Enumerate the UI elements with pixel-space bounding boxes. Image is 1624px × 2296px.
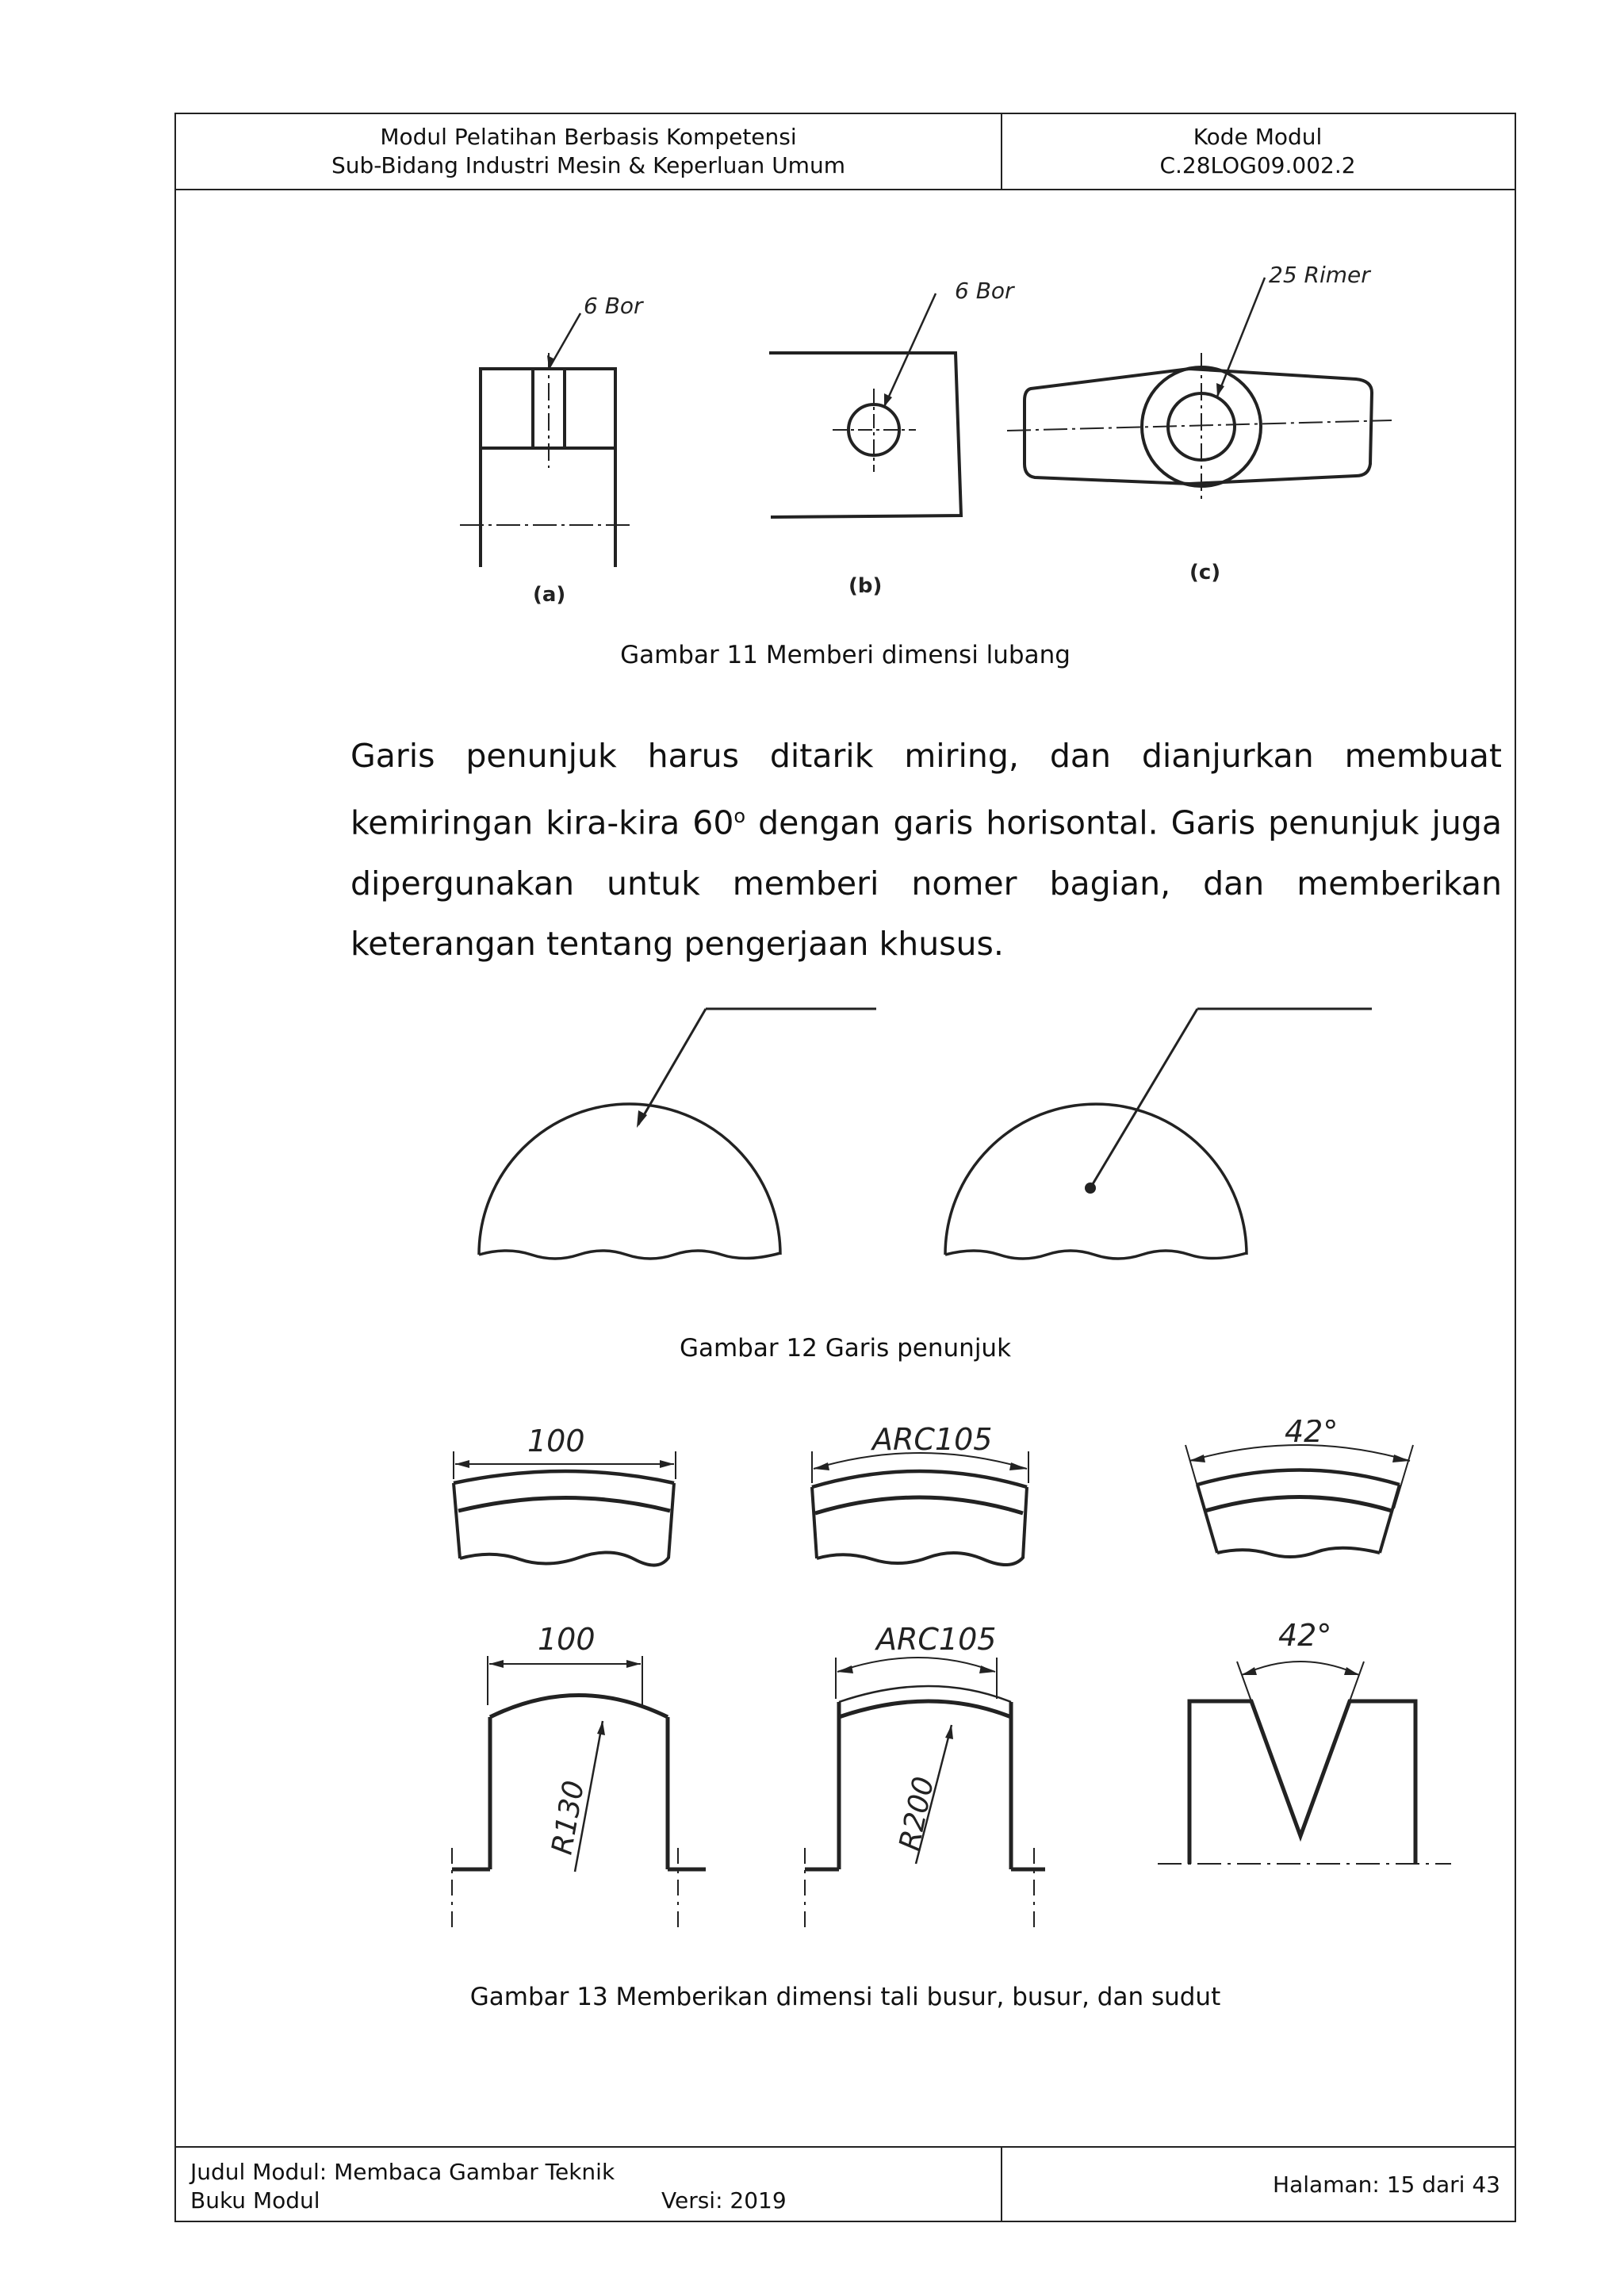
paragraph-degree-sup: o — [733, 805, 746, 827]
header-module-title — [176, 114, 1002, 189]
figure-13-arc-bottom-label: ARC105 — [876, 1622, 997, 1657]
header-module-code — [1001, 114, 1515, 189]
figure-11b-note: 6 Bor — [955, 278, 1014, 304]
figure-12-leader-lines — [460, 991, 1411, 1277]
page-header — [176, 114, 1515, 190]
figure-13-chord-top-label: 100 — [527, 1424, 585, 1458]
figure-11c-drawing — [1007, 278, 1392, 504]
figure-13-caption: Gambar 13 Memberikan dimensi tali busur, busur, dan sudut — [469, 1983, 1221, 2011]
footer-page-text: Halaman: 15 dari 43 — [1273, 2171, 1500, 2198]
figure-13-arc-top — [812, 1451, 1028, 1565]
body-paragraph — [350, 726, 1502, 974]
figure-13-arc-dimensions — [444, 1420, 1475, 1943]
figure-11-hole-dimension — [428, 254, 1411, 634]
figure-12-caption: Gambar 12 Garis penunjuk — [679, 1334, 1012, 1363]
figure-11-caption: Gambar 11 Memberi dimensi lubang — [620, 641, 1071, 669]
footer-version: Versi: 2019 — [661, 2187, 787, 2214]
figure-13-angle-bottom — [1158, 1662, 1451, 1864]
header-title-line2: Sub-Bidang Industri Mesin & Keperluan Umum — [331, 152, 845, 178]
figure-11a-drawing — [460, 313, 634, 567]
figure-13-angle-bottom-label: 42° — [1278, 1618, 1332, 1653]
figure-11c-label: (c) — [1189, 561, 1221, 585]
figure-13-radius2-label: R200 — [893, 1773, 941, 1853]
figure-13-angle-top — [1185, 1445, 1413, 1557]
figure-11b-label: (b) — [848, 574, 883, 598]
figure-11a-note: 6 Bor — [584, 293, 643, 319]
figure-13-angle-top-label: 42° — [1285, 1420, 1339, 1449]
figure-12-right-drawing — [945, 1009, 1372, 1259]
paragraph-text-after: dengan garis horisontal. Garis penunjuk juga dipergunakan untuk memberi nomer bagian, dan memberikan keterangan tentang pengerjaan khusus. — [350, 803, 1502, 963]
figure-13-chord-bottom-label: 100 — [538, 1622, 596, 1657]
figure-11c-note: 25 Rimer — [1269, 262, 1370, 288]
footer-book-label: Buku Modul — [190, 2187, 320, 2214]
header-code-value: C.28LOG09.002.2 — [1159, 152, 1356, 178]
figure-11a-label: (a) — [533, 583, 566, 607]
figure-13-arc-top-label: ARC105 — [872, 1422, 993, 1457]
figure-13-radius1-label: R130 — [546, 1778, 592, 1857]
figure-13-chord-top — [454, 1451, 676, 1566]
footer-page-number — [1001, 2148, 1515, 2221]
figure-12-left-drawing — [479, 1009, 876, 1259]
figure-11b-drawing — [769, 293, 961, 517]
paragraph-text-before: Garis penunjuk harus ditarik miring, dan dianjurkan membuat kemiringan kira-kira 60 — [350, 737, 1502, 842]
header-title-line1: Modul Pelatihan Berbasis Kompetensi — [380, 124, 797, 150]
footer-module-info — [176, 2148, 1002, 2221]
page-footer — [176, 2146, 1515, 2221]
footer-module-title: Judul Modul: Membaca Gambar Teknik — [190, 2159, 615, 2185]
header-code-label: Kode Modul — [1193, 124, 1323, 150]
